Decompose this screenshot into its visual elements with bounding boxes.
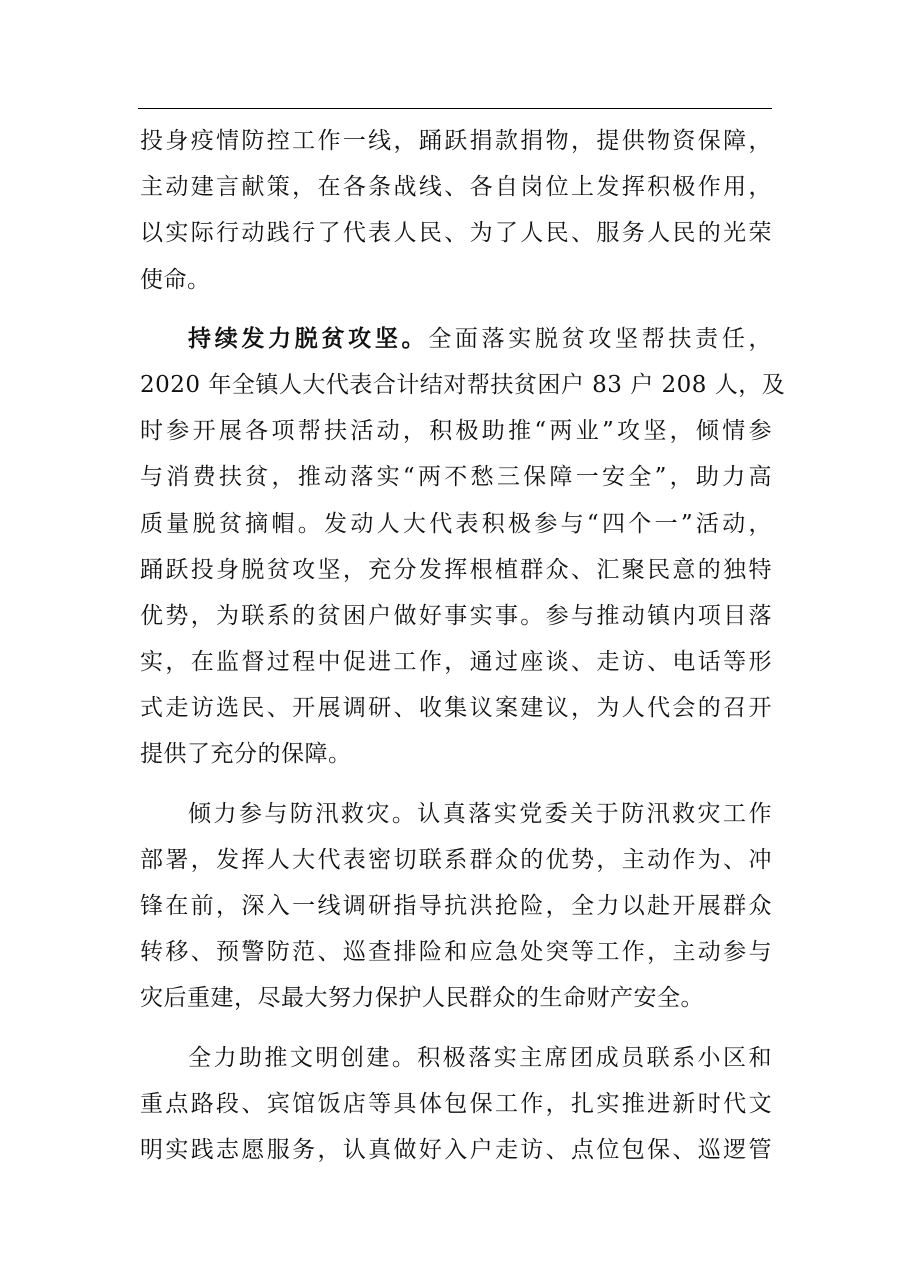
document-body xyxy=(140,118,786,1173)
text-line: 与消费扶贫，推动落实“两不愁三保障一安全”，助力高 xyxy=(140,464,772,491)
text-span: 全面落实脱贫攻坚帮扶责任， xyxy=(428,325,773,352)
header-rule xyxy=(138,108,772,109)
text-line: 优势，为联系的贫困户做好事实事。参与推动镇内项目落 xyxy=(140,602,772,629)
text-line: 使命。 xyxy=(140,266,211,293)
text-line: 以实际行动践行了代表人民、为了人民、服务人民的光荣 xyxy=(140,220,772,247)
text-line: 主动建言献策，在各条战线、各自岗位上发挥积极作用， xyxy=(140,174,772,201)
text-line: 明实践志愿服务，认真做好入户走访、点位包保、巡逻管 xyxy=(140,1136,772,1163)
text-line: 转移、预警防范、巡查排险和应急处突等工作，主动参与 xyxy=(140,939,772,966)
text-span: 认真落实党委关于防汛救灾工作 xyxy=(417,800,773,827)
text-line xyxy=(140,316,772,362)
paragraph-heading: 持续发力脱贫攻坚。 xyxy=(188,324,429,352)
paragraph-2 xyxy=(140,316,786,778)
text-line: 锋在前，深入一线调研指导抗洪抢险，全力以赴开展群众 xyxy=(140,893,772,919)
text-line: 提供了充分的保障。 xyxy=(140,741,352,768)
text-line: 质量脱贫摘帽。发动人大代表积极参与“四个一”活动， xyxy=(140,510,772,537)
text-line: 踊跃投身脱贫攻坚，充分发挥根植群众、汇聚民意的独特 xyxy=(140,556,772,583)
paragraph-3 xyxy=(140,791,772,1022)
text-line: 时参开展各项帮扶活动，积极助推“两业”攻坚，倾情参 xyxy=(140,418,772,445)
text-line: 部署，发挥人大代表密切联系群众的优势，主动作为、冲 xyxy=(140,846,772,873)
text-line: 实，在监督过程中促进工作，通过座谈、走访、电话等形 xyxy=(140,649,772,676)
text-line xyxy=(140,791,772,837)
paragraph-heading: 倾力参与防汛救灾。 xyxy=(188,800,418,827)
paragraph-1 xyxy=(140,118,772,303)
text-line: 全力助推文明创建。积极落实主席团成员联系小区和 xyxy=(188,1044,772,1071)
text-line: 2020 年全镇人大代表合计结对帮扶贫困户 83 户 208 人，及 xyxy=(140,371,786,398)
text-line: 投身疫情防控工作一线，踊跃捐款捐物，提供物资保障， xyxy=(140,128,772,154)
text-line: 重点路段、宾馆饭店等具体包保工作，扎实推进新时代文 xyxy=(140,1090,772,1117)
text-line: 灾后重建，尽最大努力保护人民群众的生命财产安全。 xyxy=(140,985,704,1012)
paragraph-4 xyxy=(140,1035,772,1174)
text-line: 式走访选民、开展调研、收集议案建议，为人代会的召开 xyxy=(140,695,772,722)
